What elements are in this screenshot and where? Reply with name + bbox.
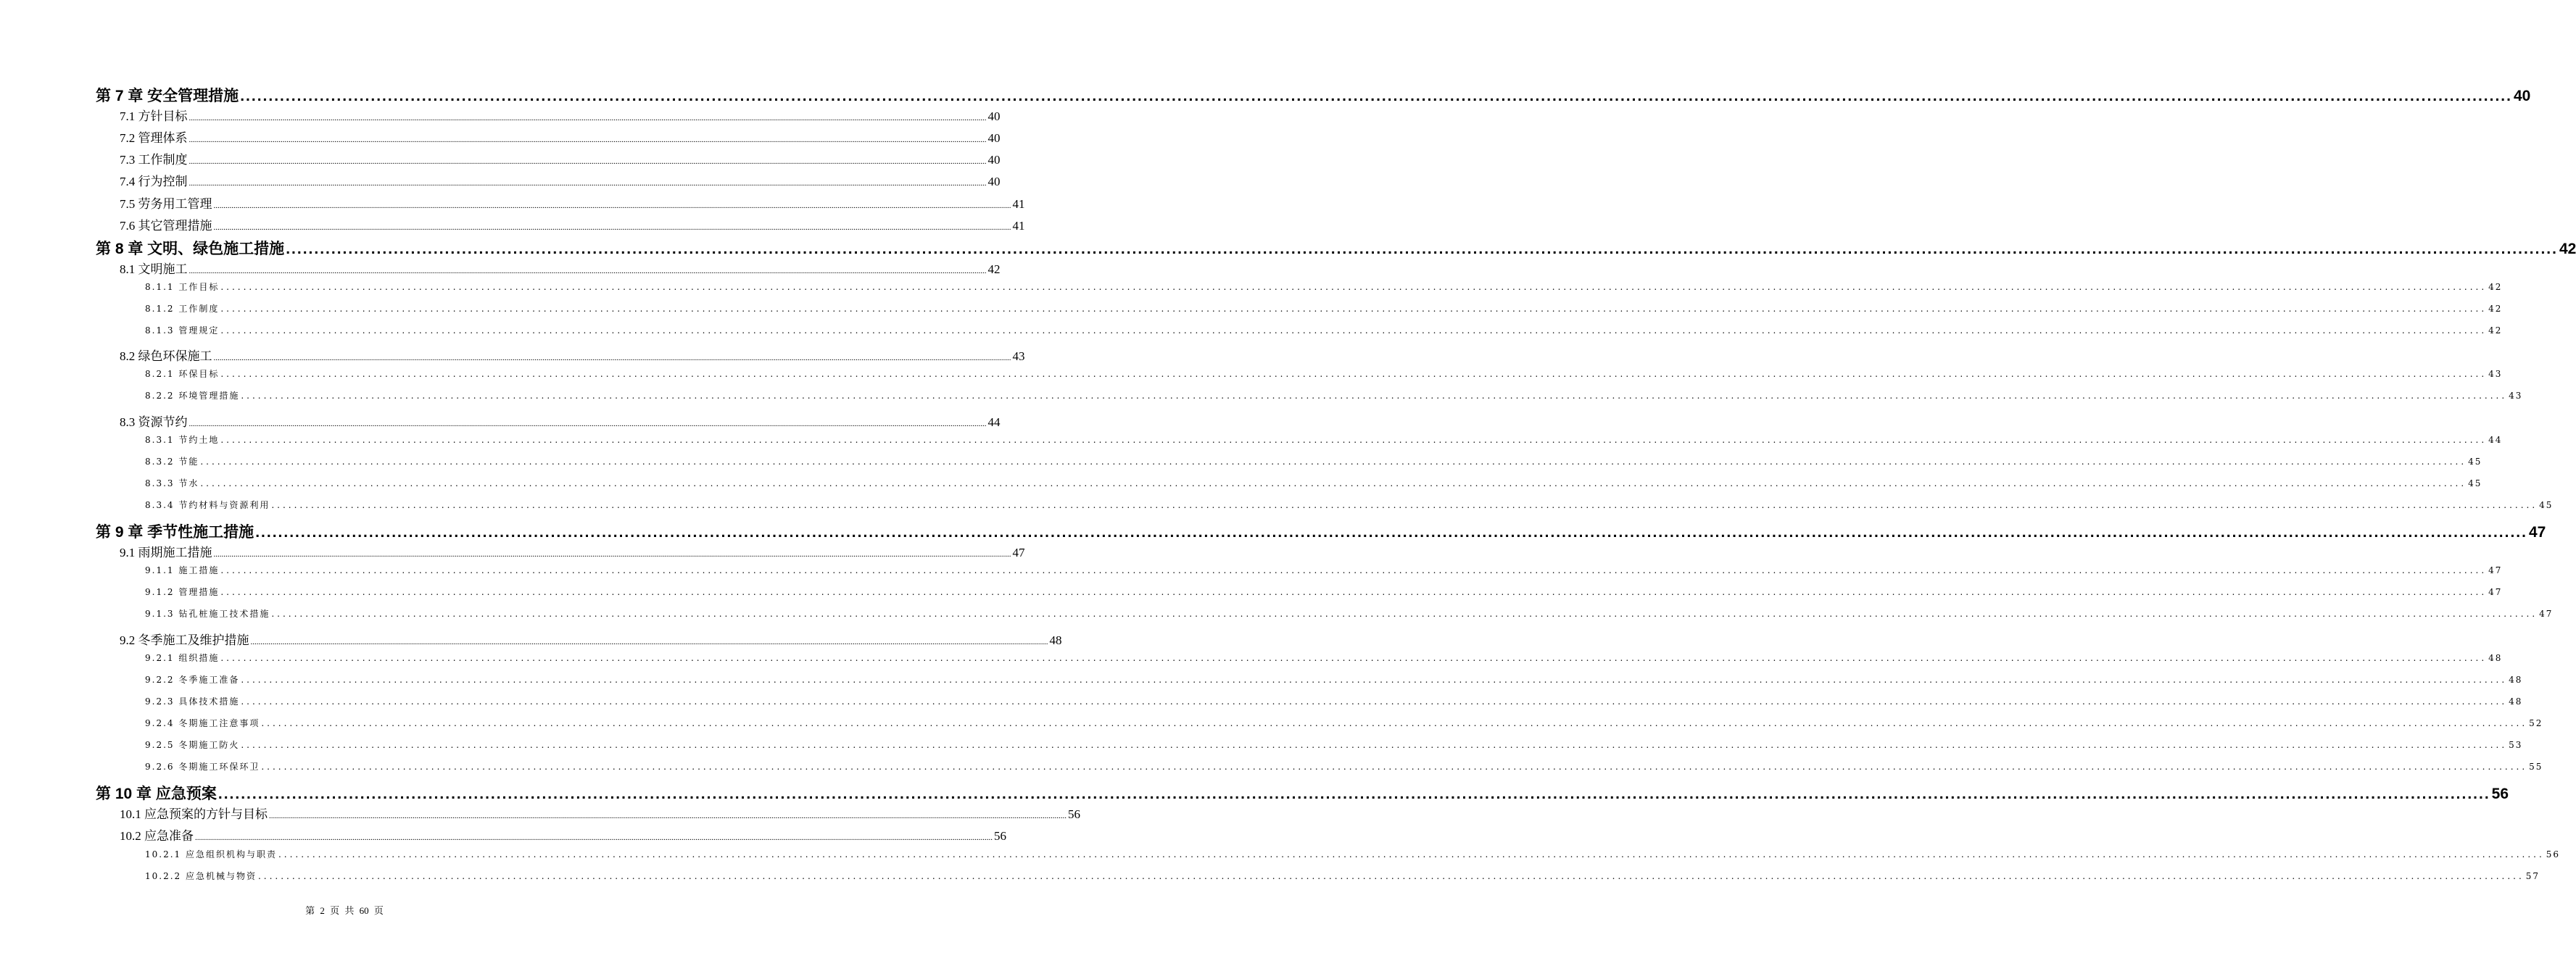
toc-entry-label: 9.1.2 管理措施 [145, 587, 220, 598]
toc-subsection-entry[interactable] [145, 586, 2503, 598]
toc-dot-leader: ................................................................................................................................................................................................................................................................................................................................................................................................................ [189, 157, 987, 167]
toc-entry-label: 8.1.2 工作制度 [145, 304, 220, 314]
toc-section-entry[interactable] [120, 193, 1025, 212]
toc-entry-page-number: 47 [2488, 565, 2503, 576]
toc-chapter-entry[interactable] [96, 84, 2531, 106]
toc-subsection-entry[interactable] [145, 455, 2482, 467]
toc-entry-page-number: 48 [1049, 633, 1062, 647]
toc-dot-leader: ................................................................................................................................................................................................................................................................................................................................................................................................................ [218, 786, 2490, 803]
toc-section-entry[interactable] [120, 412, 1001, 430]
toc-entry-label: 8.2.1 环保目标 [145, 369, 220, 380]
toc-dot-leader: ................................................................................................................................................................................................................................................................................................................................................................................................................ [189, 419, 987, 428]
toc-entry-label: 7.2 管理体系 [120, 131, 188, 146]
toc-dot-leader: ................................................................................................................................................................................................................................................................................................................................................................................................................ [220, 304, 2488, 314]
toc-dot-leader: ................................................................................................................................................................................................................................................................................................................................................................................................................ [213, 354, 1011, 363]
toc-dot-leader: ................................................................................................................................................................................................................................................................................................................................................................................................................ [257, 870, 2525, 881]
toc-entry-label: 第 8 章 文明、绿色施工措施 [96, 240, 285, 257]
toc-entry-page-number: 56 [2491, 786, 2509, 803]
toc-subsection-entry[interactable] [145, 280, 2503, 293]
toc-dot-leader: ................................................................................................................................................................................................................................................................................................................................................................................................................ [220, 652, 2488, 663]
toc-chapter-entry[interactable] [96, 520, 2546, 542]
toc-dot-leader: ................................................................................................................................................................................................................................................................................................................................................................................................................ [250, 637, 1048, 646]
toc-subsection-entry[interactable] [145, 389, 2523, 401]
toc-dot-leader: ................................................................................................................................................................................................................................................................................................................................................................................................................ [220, 281, 2488, 292]
toc-entry-page-number: 41 [1012, 218, 1025, 233]
toc-entry-label: 8.1.1 工作目标 [145, 281, 220, 292]
toc-section-entry[interactable] [120, 346, 1025, 364]
toc-dot-leader: ................................................................................................................................................................................................................................................................................................................................................................................................................ [241, 740, 2508, 750]
toc-entry-page-number: 52 [2529, 717, 2543, 728]
toc-entry-label: 9.2.5 冬期施工防火 [145, 740, 240, 750]
toc-entry-label: 10.1 应急预案的方针与目标 [120, 807, 268, 822]
toc-entry-page-number: 47 [2539, 609, 2554, 620]
toc-subsection-entry[interactable] [145, 673, 2523, 686]
toc-entry-label: 7.6 其它管理措施 [120, 218, 212, 233]
toc-entry-label: 8.1 文明施工 [120, 262, 188, 276]
toc-subsection-entry[interactable] [145, 848, 2561, 860]
toc-dot-leader: ................................................................................................................................................................................................................................................................................................................................................................................................................ [189, 179, 987, 188]
toc-entry-label: 8.3.3 节水 [145, 478, 199, 488]
toc-chapter-entry[interactable] [96, 237, 2576, 259]
toc-entry-label: 9.2.6 冬期施工环保环卫 [145, 762, 260, 773]
page-footer: 第 2 页 共 60 页 [305, 905, 384, 916]
toc-entry-page-number: 45 [2468, 456, 2482, 467]
toc-entry-label: 9.2.1 组织措施 [145, 652, 220, 663]
toc-section-entry[interactable] [120, 215, 1025, 233]
toc-entry-page-number: 43 [2509, 391, 2523, 401]
toc-section-entry[interactable] [120, 149, 1001, 167]
toc-dot-leader: ................................................................................................................................................................................................................................................................................................................................................................................................................ [255, 524, 2527, 541]
toc-section-entry[interactable] [120, 630, 1062, 648]
toc-entry-page-number: 44 [2488, 434, 2503, 445]
toc-entry-label: 9.1 雨期施工措施 [120, 546, 212, 560]
toc-subsection-entry[interactable] [145, 433, 2503, 446]
toc-dot-leader: ................................................................................................................................................................................................................................................................................................................................................................................................................ [220, 434, 2488, 445]
toc-entry-page-number: 40 [987, 153, 1001, 167]
toc-entry-label: 9.2.4 冬期施工注意事项 [145, 717, 260, 728]
toc-entry-label: 9.2 冬季施工及维护措施 [120, 633, 249, 647]
toc-entry-page-number: 40 [987, 109, 1001, 124]
toc-subsection-entry[interactable] [145, 607, 2554, 620]
toc-entry-page-number: 40 [987, 131, 1001, 146]
toc-section-entry[interactable] [120, 804, 1080, 822]
toc-entry-page-number: 43 [1012, 349, 1025, 364]
toc-section-entry[interactable] [120, 259, 1001, 277]
toc-entry-label: 7.5 劳务用工管理 [120, 196, 212, 211]
toc-entry-page-number: 44 [987, 415, 1001, 429]
toc-dot-leader: ................................................................................................................................................................................................................................................................................................................................................................................................................ [213, 201, 1011, 210]
toc-subsection-entry[interactable] [145, 564, 2503, 576]
toc-entry-label: 10.2.2 应急机械与物资 [145, 870, 257, 881]
toc-subsection-entry[interactable] [145, 738, 2523, 751]
toc-dot-leader: ................................................................................................................................................................................................................................................................................................................................................................................................................ [271, 609, 2538, 620]
toc-entry-label: 第 9 章 季节性施工措施 [96, 524, 254, 541]
toc-section-entry[interactable] [120, 106, 1001, 124]
toc-dot-leader: ................................................................................................................................................................................................................................................................................................................................................................................................................ [278, 849, 2545, 859]
toc-entry-label: 8.1.3 管理规定 [145, 325, 220, 336]
toc-entry-page-number: 43 [2488, 369, 2503, 380]
toc-dot-leader: ................................................................................................................................................................................................................................................................................................................................................................................................................ [213, 550, 1011, 559]
toc-entry-page-number: 53 [2509, 740, 2523, 750]
toc-entry-page-number: 47 [2528, 524, 2546, 541]
toc-subsection-entry[interactable] [145, 760, 2543, 773]
toc-entry-page-number: 40 [987, 175, 1001, 189]
toc-dot-leader: ................................................................................................................................................................................................................................................................................................................................................................................................................ [189, 114, 987, 123]
toc-subsection-entry[interactable] [145, 717, 2543, 729]
toc-entry-page-number: 40 [2513, 88, 2531, 104]
toc-entry-page-number: 42 [2559, 240, 2576, 257]
toc-dot-leader: ................................................................................................................................................................................................................................................................................................................................................................................................................ [195, 833, 993, 843]
toc-entry-label: 8.3.4 节约材料与资源利用 [145, 499, 270, 510]
toc-entry-page-number: 57 [2525, 870, 2540, 881]
toc-chapter-entry[interactable] [96, 782, 2509, 804]
toc-entry-label: 9.1.1 施工措施 [145, 565, 220, 576]
toc-section-entry[interactable] [120, 542, 1025, 560]
toc-dot-leader: ................................................................................................................................................................................................................................................................................................................................................................................................................ [271, 499, 2538, 510]
toc-entry-label: 第 7 章 安全管理措施 [96, 88, 239, 104]
toc-entry-label: 10.2 应急准备 [120, 829, 194, 844]
toc-entry-page-number: 42 [2488, 304, 2503, 314]
toc-dot-leader: ................................................................................................................................................................................................................................................................................................................................................................................................................ [241, 674, 2508, 685]
toc-dot-leader: ................................................................................................................................................................................................................................................................................................................................................................................................................ [261, 717, 2528, 728]
toc-entry-page-number: 55 [2529, 762, 2543, 773]
toc-entry-page-number: 41 [1012, 196, 1025, 211]
toc-entry-page-number: 42 [987, 262, 1001, 276]
toc-entry-label: 9.2.2 冬季施工准备 [145, 674, 240, 685]
toc-entry-label: 7.4 行为控制 [120, 175, 188, 189]
toc-dot-leader: ................................................................................................................................................................................................................................................................................................................................................................................................................ [286, 240, 2558, 257]
toc-section-entry[interactable] [120, 825, 1006, 844]
toc-entry-label: 7.3 工作制度 [120, 153, 188, 167]
toc-entry-label: 8.2 绿色环保施工 [120, 349, 212, 364]
toc-entry-label: 8.3 资源节约 [120, 415, 188, 429]
toc-entry-page-number: 45 [2539, 499, 2554, 510]
toc-subsection-entry[interactable] [145, 324, 2503, 336]
toc-entry-page-number: 56 [1068, 807, 1080, 822]
toc-entry-label: 8.2.2 环境管理措施 [145, 391, 240, 401]
toc-entry-label: 第 10 章 应急预案 [96, 786, 217, 803]
toc-section-entry[interactable] [120, 171, 1001, 189]
toc-dot-leader: ................................................................................................................................................................................................................................................................................................................................................................................................................ [241, 391, 2508, 401]
toc-subsection-entry[interactable] [145, 477, 2482, 489]
toc-dot-leader: ................................................................................................................................................................................................................................................................................................................................................................................................................ [241, 696, 2508, 707]
toc-subsection-entry[interactable] [145, 302, 2503, 315]
toc-entry-label: 9.1.3 钻孔桩施工技术措施 [145, 609, 270, 620]
toc-subsection-entry[interactable] [145, 367, 2503, 380]
toc-subsection-entry[interactable] [145, 870, 2540, 882]
toc-dot-leader: ................................................................................................................................................................................................................................................................................................................................................................................................................ [189, 266, 987, 275]
toc-entry-page-number: 45 [2468, 478, 2482, 488]
toc-dot-leader: ................................................................................................................................................................................................................................................................................................................................................................................................................ [220, 369, 2488, 380]
toc-entry-page-number: 56 [2546, 849, 2561, 859]
toc-dot-leader: ................................................................................................................................................................................................................................................................................................................................................................................................................ [189, 136, 987, 145]
toc-entry-label: 10.2.1 应急组织机构与职责 [145, 849, 277, 859]
toc-entry-page-number: 48 [2488, 652, 2503, 663]
toc-dot-leader: ................................................................................................................................................................................................................................................................................................................................................................................................................ [220, 587, 2488, 598]
toc-dot-leader: ................................................................................................................................................................................................................................................................................................................................................................................................................ [240, 88, 2512, 104]
toc-section-entry[interactable] [120, 128, 1001, 146]
toc-entry-page-number: 48 [2509, 696, 2523, 707]
toc-dot-leader: ................................................................................................................................................................................................................................................................................................................................................................................................................ [200, 456, 2467, 467]
toc-entry-page-number: 48 [2509, 674, 2523, 685]
toc-dot-leader: ................................................................................................................................................................................................................................................................................................................................................................................................................ [200, 478, 2467, 488]
toc-entry-label: 7.1 方针目标 [120, 109, 188, 124]
toc-entry-page-number: 42 [2488, 281, 2503, 292]
toc-dot-leader: ................................................................................................................................................................................................................................................................................................................................................................................................................ [220, 325, 2488, 336]
toc-dot-leader: ................................................................................................................................................................................................................................................................................................................................................................................................................ [220, 565, 2488, 576]
toc-entry-label: 9.2.3 具体技术措施 [145, 696, 240, 707]
toc-dot-leader: ................................................................................................................................................................................................................................................................................................................................................................................................................ [213, 222, 1011, 232]
toc-dot-leader: ................................................................................................................................................................................................................................................................................................................................................................................................................ [269, 812, 1067, 821]
toc-subsection-entry[interactable] [145, 695, 2523, 707]
toc-entry-label: 8.3.2 节能 [145, 456, 199, 467]
toc-dot-leader: ................................................................................................................................................................................................................................................................................................................................................................................................................ [261, 762, 2528, 773]
toc-entry-page-number: 42 [2488, 325, 2503, 336]
toc-entry-page-number: 47 [2488, 587, 2503, 598]
toc-entry-page-number: 47 [1012, 546, 1025, 560]
toc-subsection-entry[interactable] [145, 499, 2554, 511]
toc-subsection-entry[interactable] [145, 652, 2503, 664]
toc-entry-page-number: 56 [994, 829, 1006, 844]
toc-entry-label: 8.3.1 节约土地 [145, 434, 220, 445]
